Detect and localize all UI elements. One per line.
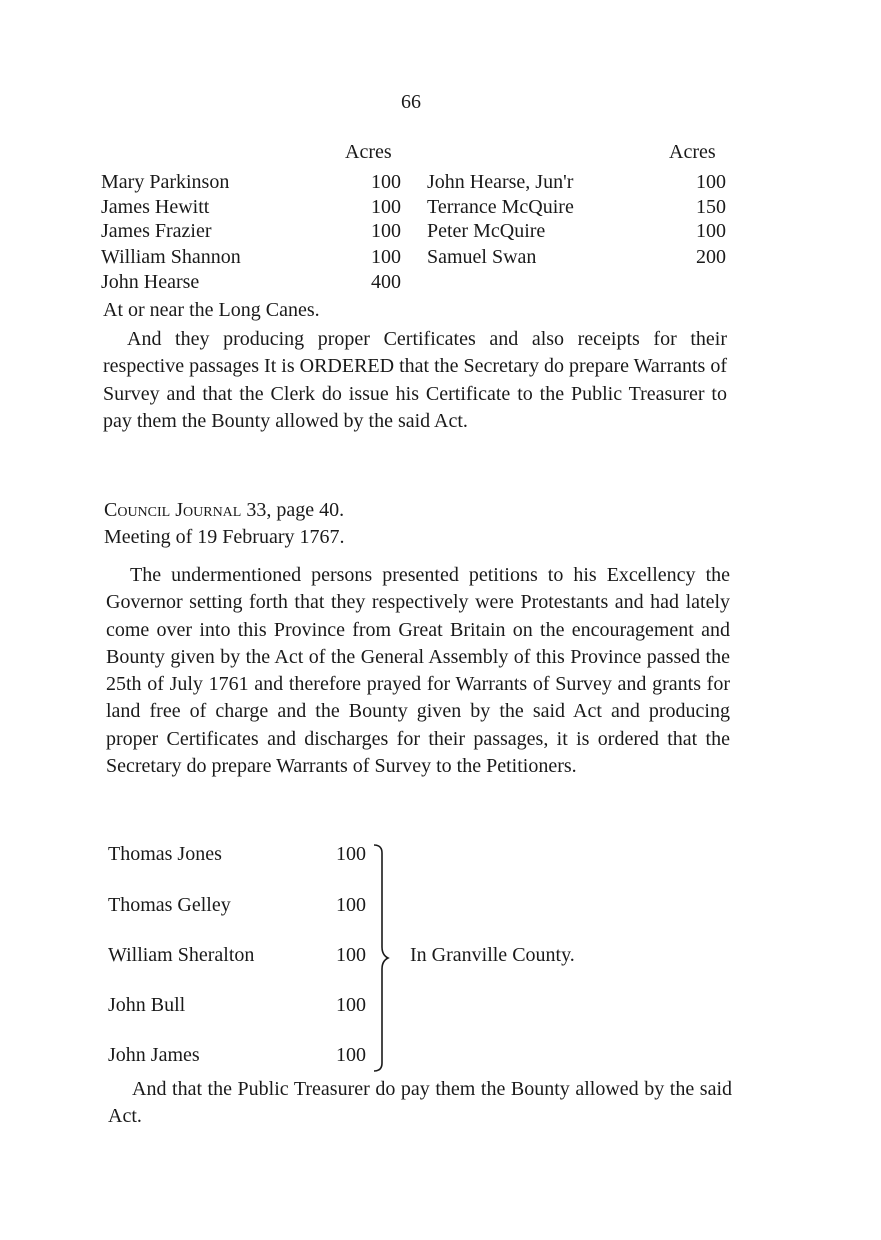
list-item-name: William Sheralton [108,944,255,966]
granville-location: In Granville County. [410,944,575,966]
location-line: At or near the Long Canes. [103,299,320,321]
list-item-acres: 100 [696,171,726,193]
list-item-acres: 100 [336,894,366,916]
list-item-name: Peter McQuire [427,220,546,242]
list-item-acres: 100 [371,246,401,268]
paragraph-2-text: The undermentioned persons presented petitions to his Excellency the Governor setting forth that they respectively were Protestants and had lately come over into this Province from Great Britain on the encouragement and Bounty given by the Act of the General Assembly of this Province passed the 25th of July 1761 and therefore prayed for Warrants of Survey and grants for land free of charge and the Bounty given by the said Act and producing proper Certificates and discharges for their passages, it is ordered that the Secretary do prepare Warrants of Survey to the Petitioners. [106,564,730,778]
list-item-acres: 100 [371,196,401,218]
meeting-line: Meeting of 19 February 1767. [104,526,345,548]
list-item-name: Terrance McQuire [427,196,574,218]
paragraph-3 [108,1076,732,1131]
list-item-name: Thomas Gelley [108,894,231,916]
paragraph-3-text: And that the Public Treasurer do pay them the Bounty allowed by the said Act. [108,1078,732,1128]
paragraph-1 [103,326,727,435]
citation-line [104,498,344,522]
list-item-name: Samuel Swan [427,246,537,268]
list-item-name: John Bull [108,994,186,1016]
list-item-name: John Hearse [101,271,200,293]
acres-header-right: Acres [669,141,716,163]
list-item-acres: 100 [696,220,726,242]
list-item-name: William Shannon [101,246,241,268]
paragraph-1-text: And they producing proper Certificates and also receipts for their respective passages It is ORDERED that the Secretary do prepare Warrants of Survey and that the Clerk do issue his Certificate to the Public Treasurer to pay them the Bounty allowed by the said Act. [103,328,727,432]
list-item-name: John Hearse, Jun'r [427,171,574,193]
citation-source: Council Journal [104,499,242,521]
list-item-acres: 100 [336,994,366,1016]
acres-header-left: Acres [345,141,392,163]
list-item-acres: 200 [696,246,726,268]
list-item-acres: 400 [371,271,401,293]
page-number: 66 [401,91,421,113]
list-item-acres: 100 [336,1044,366,1066]
list-item-acres: 100 [336,843,366,865]
right-brace [370,843,400,1073]
list-item-name: Thomas Jones [108,843,222,865]
citation-rest: 33, page 40. [241,499,345,521]
list-item-name: James Frazier [101,220,212,242]
list-item-acres: 150 [696,196,726,218]
list-item-acres: 100 [371,220,401,242]
list-item-acres: 100 [371,171,401,193]
list-item-acres: 100 [336,944,366,966]
list-item-name: James Hewitt [101,196,210,218]
paragraph-2 [106,562,730,780]
list-item-name: Mary Parkinson [101,171,230,193]
list-item-name: John James [108,1044,200,1066]
